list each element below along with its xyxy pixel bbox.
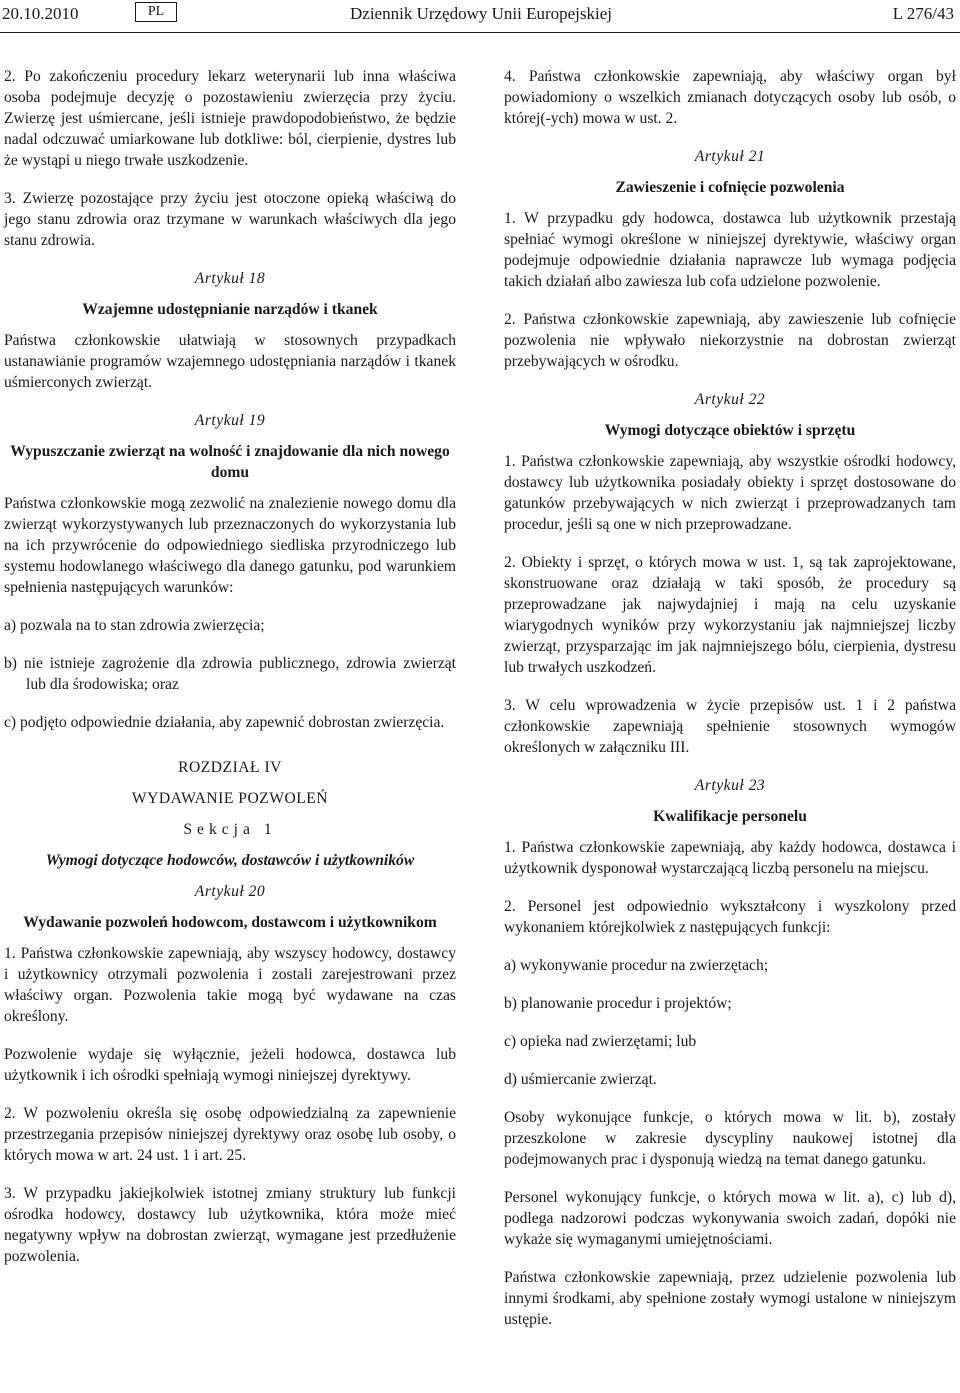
article-title: Wydawanie pozwoleń hodowcom, dostawcom i użytkownikom [23, 914, 437, 931]
paragraph: 3. W celu wprowadzenia w życie przepisów ust. 1 i 2 państwa członkowskie zapewniają spełnienie stosownych wymogów określonych w załączniku III. [504, 697, 956, 756]
section-heading: Sekcja 1 [183, 821, 277, 838]
right-column [504, 40, 956, 1330]
list-item: d) uśmiercanie zwierząt. [504, 1071, 657, 1088]
article-heading: Artykuł 20 [194, 883, 266, 900]
paragraph: 2. Obiekty i sprzęt, o których mowa w ust. 1, są tak zaprojektowane, skonstruowane oraz działają w taki sposób, że procedury są przeprowadzane jak najwydajniej i mają na celu uzyskanie wiarygodnych wyników przy wykorzystaniu jak najmniejszej liczby zwierząt, przysparzając im jak najmniejszego bólu, cierpienia, dystresu lub trwałych uszkodzeń. [504, 554, 956, 676]
list-item: b) planowanie procedur i projektów; [504, 995, 732, 1012]
list-item: c) podjęto odpowiednie działania, aby zapewnić dobrostan zwierzęcia. [4, 714, 445, 731]
paragraph: 4. Państwa członkowskie zapewniają, aby właściwy organ był powiadomiony o wszelkich zmianach dotyczących osoby lub osób, o której(-ych) mowa w ust. 2. [504, 68, 956, 127]
article-heading: Artykuł 18 [194, 270, 266, 287]
article-title: Kwalifikacje personelu [653, 808, 807, 825]
chapter-title: WYDAWANIE POZWOLEŃ [131, 790, 329, 807]
paragraph: Osoby wykonujące funkcje, o których mowa w lit. b), zostały przeszkolone w zakresie dyscypliny naukowej istotnej dla podejmowanych prac i dysponują wiedzą na temat danego gatunku. [504, 1109, 956, 1168]
chapter-heading: ROZDZIAŁ IV [178, 759, 282, 776]
paragraph: Personel wykonujący funkcje, o których mowa w lit. a), c) lub d), podlega nadzorowi podczas wykonywania swoich zadań, dopóki nie wykaże się wymaganymi umiejętnościami. [504, 1189, 956, 1248]
paragraph: 2. W pozwoleniu określa się osobę odpowiedzialną za zapewnienie przestrzegania przepisów niniejszej dyrektywy oraz osobę lub osoby, o których mowa w art. 24 ust. 1 i art. 25. [4, 1105, 456, 1164]
list-item: c) opieka nad zwierzętami; lub [504, 1033, 697, 1050]
article-heading: Artykuł 21 [694, 148, 766, 165]
paragraph: 2. Państwa członkowskie zapewniają, aby zawieszenie lub cofnięcie pozwolenia nie wpływało niekorzystnie na dobrostan zwierząt przebywających w ośrodku. [504, 311, 956, 370]
list-item: b) nie istnieje zagrożenie dla zdrowia publicznego, zdrowia zwierząt lub dla środowiska; oraz [4, 655, 456, 693]
article-heading: Artykuł 22 [694, 391, 766, 408]
section-title: Wymogi dotyczące hodowców, dostawców i użytkowników [45, 852, 415, 869]
article-title: Wzajemne udostępnianie narządów i tkanek [82, 301, 378, 318]
publication-date: 20.10.2010 [2, 4, 79, 23]
paragraph: Pozwolenie wydaje się wyłącznie, jeżeli hodowca, dostawca lub użytkownik i ich ośrodki spełniają wymogi niniejszej dyrektywy. [4, 1046, 456, 1084]
article-title: Zawieszenie i cofnięcie pozwolenia [615, 179, 845, 196]
paragraph: 2. Personel jest odpowiednio wykształcony i wyszkolony przed wykonaniem którejkolwiek z następujących funkcji: [504, 898, 956, 936]
paragraph: 1. Państwa członkowskie zapewniają, aby wszyscy hodowcy, dostawcy i użytkownicy otrzymali pozwolenia i zostali zarejestrowani przez właściwy organ. Pozwolenia takie mogą być wydawane na czas określony. [4, 945, 456, 1025]
list-item: a) pozwala na to stan zdrowia zwierzęcia; [4, 617, 265, 634]
page-reference: L 276/43 [892, 4, 954, 23]
article-title: Wymogi dotyczące obiektów i sprzętu [604, 422, 856, 439]
paragraph: 1. Państwa członkowskie zapewniają, aby wszystkie ośrodki hodowcy, dostawcy lub użytkownika posiadały obiekty i sprzęt dostosowane do gatunków przebywających w nich zwierząt i przeprowadzanych tam procedur, jeśli są one w nich przeprowadzane. [504, 453, 956, 533]
paragraph: Państwa członkowskie mogą zezwolić na znalezienie nowego domu dla zwierząt wykorzystywanych lub przeznaczonych do wykorzystania lub na ich przywrócenie do odpowiedniego siedliska przyrodniczego lub systemu hodowlanego właściwego dla danego gatunku, pod warunkiem spełnienia następujących warunków: [4, 495, 456, 596]
left-column [4, 40, 456, 1267]
paragraph: 3. Zwierzę pozostające przy życiu jest otoczone opieką właściwą do jego stanu zdrowia oraz trzymane w warunkach właściwych dla jego stanu zdrowia. [4, 190, 456, 249]
journal-title: Dziennik Urzędowy Unii Europejskiej [350, 4, 613, 23]
header-rule [0, 32, 960, 33]
paragraph: Państwa członkowskie zapewniają, przez udzielenie pozwolenia lub innymi środkami, aby spełnione zostały wymogi ustalone w niniejszym ustępie. [504, 1269, 956, 1328]
paragraph: Państwa członkowskie ułatwiają w stosownych przypadkach ustanawianie programów wzajemnego udostępniania narządów i tkanek uśmierconych zwierząt. [4, 332, 456, 391]
page-header [0, 0, 960, 40]
language-badge: PL [135, 2, 177, 22]
paragraph: 2. Po zakończeniu procedury lekarz weterynarii lub inna właściwa osoba podejmuje decyzję o pozostawieniu zwierzęcia przy życiu. Zwierzę jest uśmiercane, jeśli istnieje prawdopodobieństwo, że będzie nadal odczuwać umiarkowane lub dotkliwe: ból, cierpienie, dystres lub że wystąpi u niego trwałe uszkodzenie. [4, 68, 456, 169]
paragraph: 1. Państwa członkowskie zapewniają, aby każdy hodowca, dostawca i użytkownik dysponował wystarczającą liczbą personelu na miejscu. [504, 839, 956, 877]
article-title: Wypuszczanie zwierząt na wolność i znajdowanie dla nich nowego domu [10, 443, 450, 481]
paragraph: 3. W przypadku jakiejkolwiek istotnej zmiany struktury lub funkcji ośrodka hodowcy, dostawcy lub użytkownika, która może mieć negatywny wpływ na dobrostan zwierząt, wymagane jest przedłużenie pozwolenia. [4, 1185, 456, 1265]
article-heading: Artykuł 19 [194, 412, 266, 429]
list-item: a) wykonywanie procedur na zwierzętach; [504, 957, 769, 974]
paragraph: 1. W przypadku gdy hodowca, dostawca lub użytkownik przestają spełniać wymogi określone w niniejszej dyrektywie, właściwy organ podejmuje odpowiednie działania naprawcze lub wymaga podjęcia takich działań albo zawiesza lub cofa udzielone pozwolenie. [504, 210, 956, 290]
article-heading: Artykuł 23 [694, 777, 766, 794]
